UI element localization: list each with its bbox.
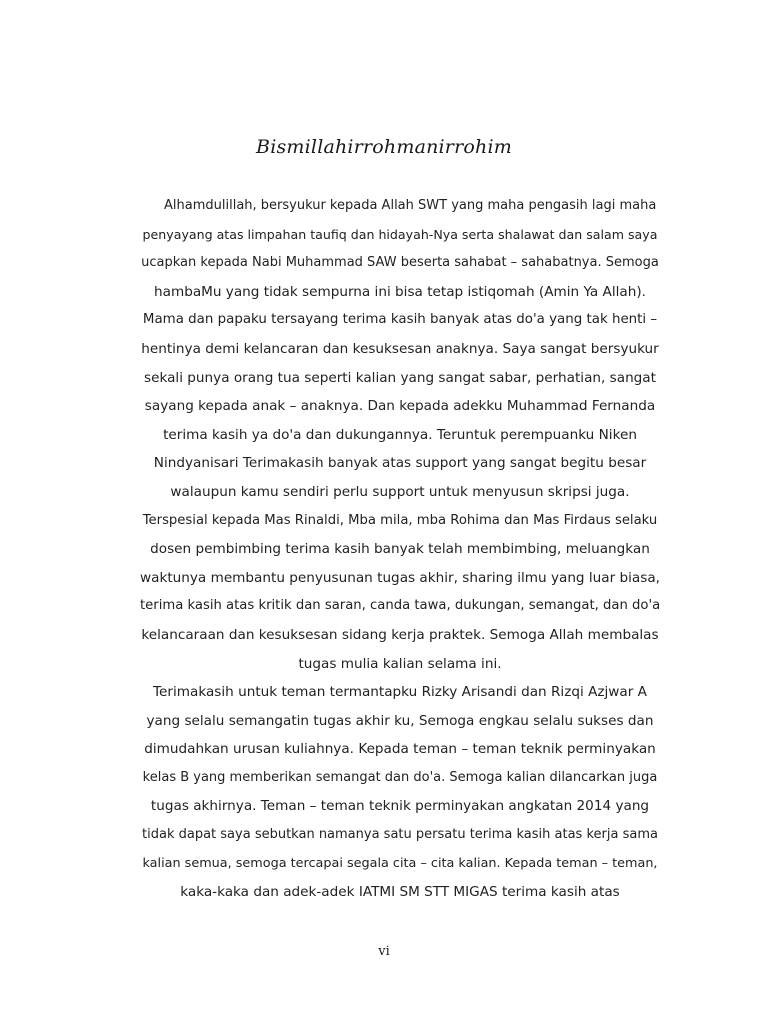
acknowledgement-text xyxy=(140,192,660,907)
text-line: sekali punya orang tua seperti kalian yang sangat sabar, perhatian, sangat xyxy=(144,369,656,386)
text-line: dimudahkan urusan kuliahnya. Kepada teman – teman teknik perminyakan xyxy=(144,741,656,758)
text-line: kelas B yang memberikan semangat dan do'a. Semoga kalian dilancarkan juga xyxy=(142,769,658,785)
text-line: ucapkan kepada Nabi Muhammad SAW beserta sahabat – sahabatnya. Semoga xyxy=(141,255,659,271)
page-number: vi xyxy=(378,944,390,959)
text-line: kaka-kaka dan adek-adek IATMI SM STT MIGAS terima kasih atas xyxy=(180,884,620,901)
text-line: terima kasih atas kritik dan saran, canda tawa, dukungan, semangat, dan do'a xyxy=(140,598,661,614)
text-line: dosen pembimbing terima kasih banyak telah membimbing, meluangkan xyxy=(150,541,650,558)
text-line: Mama dan papaku tersayang terima kasih banyak atas do'a yang tak henti – xyxy=(142,312,658,328)
text-line: Terimakasih untuk teman termantapku Rizky Arisandi dan Rizqi Azjwar A xyxy=(153,684,647,701)
text-line: kalian semua, semoga tercapai segala cita – cita kalian. Kepada teman – teman, xyxy=(142,855,658,871)
text-line: Nindyanisari Terimakasih banyak atas support yang sangat begitu besar xyxy=(153,455,647,472)
text-line: kelancaraan dan kesuksesan sidang kerja praktek. Semoga Allah membalas xyxy=(141,626,659,643)
text-line: hentinya demi kelancaran dan kesuksesan anaknya. Saya sangat bersyukur xyxy=(141,340,659,357)
text-line: tugas akhirnya. Teman – teman teknik perminyakan angkatan 2014 yang xyxy=(150,798,650,815)
text-line: waktunya membantu penyusunan tugas akhir, sharing ilmu yang luar biasa, xyxy=(140,569,660,586)
text-line: terima kasih ya do'a dan dukungannya. Teruntuk perempuanku Niken xyxy=(163,426,637,443)
text-line: hambaMu yang tidak sempurna ini bisa tetap istiqomah (Amin Ya Allah). xyxy=(154,283,646,300)
text-line: Terspesial kepada Mas Rinaldi, Mba mila, mba Rohima dan Mas Firdaus selaku xyxy=(142,512,658,528)
text-line: Alhamdulillah, bersyukur kepada Allah SWT yang maha pengasih lagi maha xyxy=(164,198,657,213)
text-line: yang selalu semangatin tugas akhir ku, Semoga engkau selalu sukses dan xyxy=(146,712,654,729)
text-line: tugas mulia kalian selama ini. xyxy=(298,655,502,672)
text-line: sayang kepada anak – anaknya. Dan kepada adekku Muhammad Fernanda xyxy=(144,398,656,415)
text-line: penyayang atas limpahan taufiq dan hidayah-Nya serta shalawat dan salam saya xyxy=(142,226,658,242)
text-line: walaupun kamu sendiri perlu support untuk menyusun skripsi juga. xyxy=(170,483,630,500)
page-title: Bismillahirrohmanirrohim xyxy=(256,136,512,158)
text-line: tidak dapat saya sebutkan namanya satu persatu terima kasih atas kerja sama xyxy=(142,827,658,843)
